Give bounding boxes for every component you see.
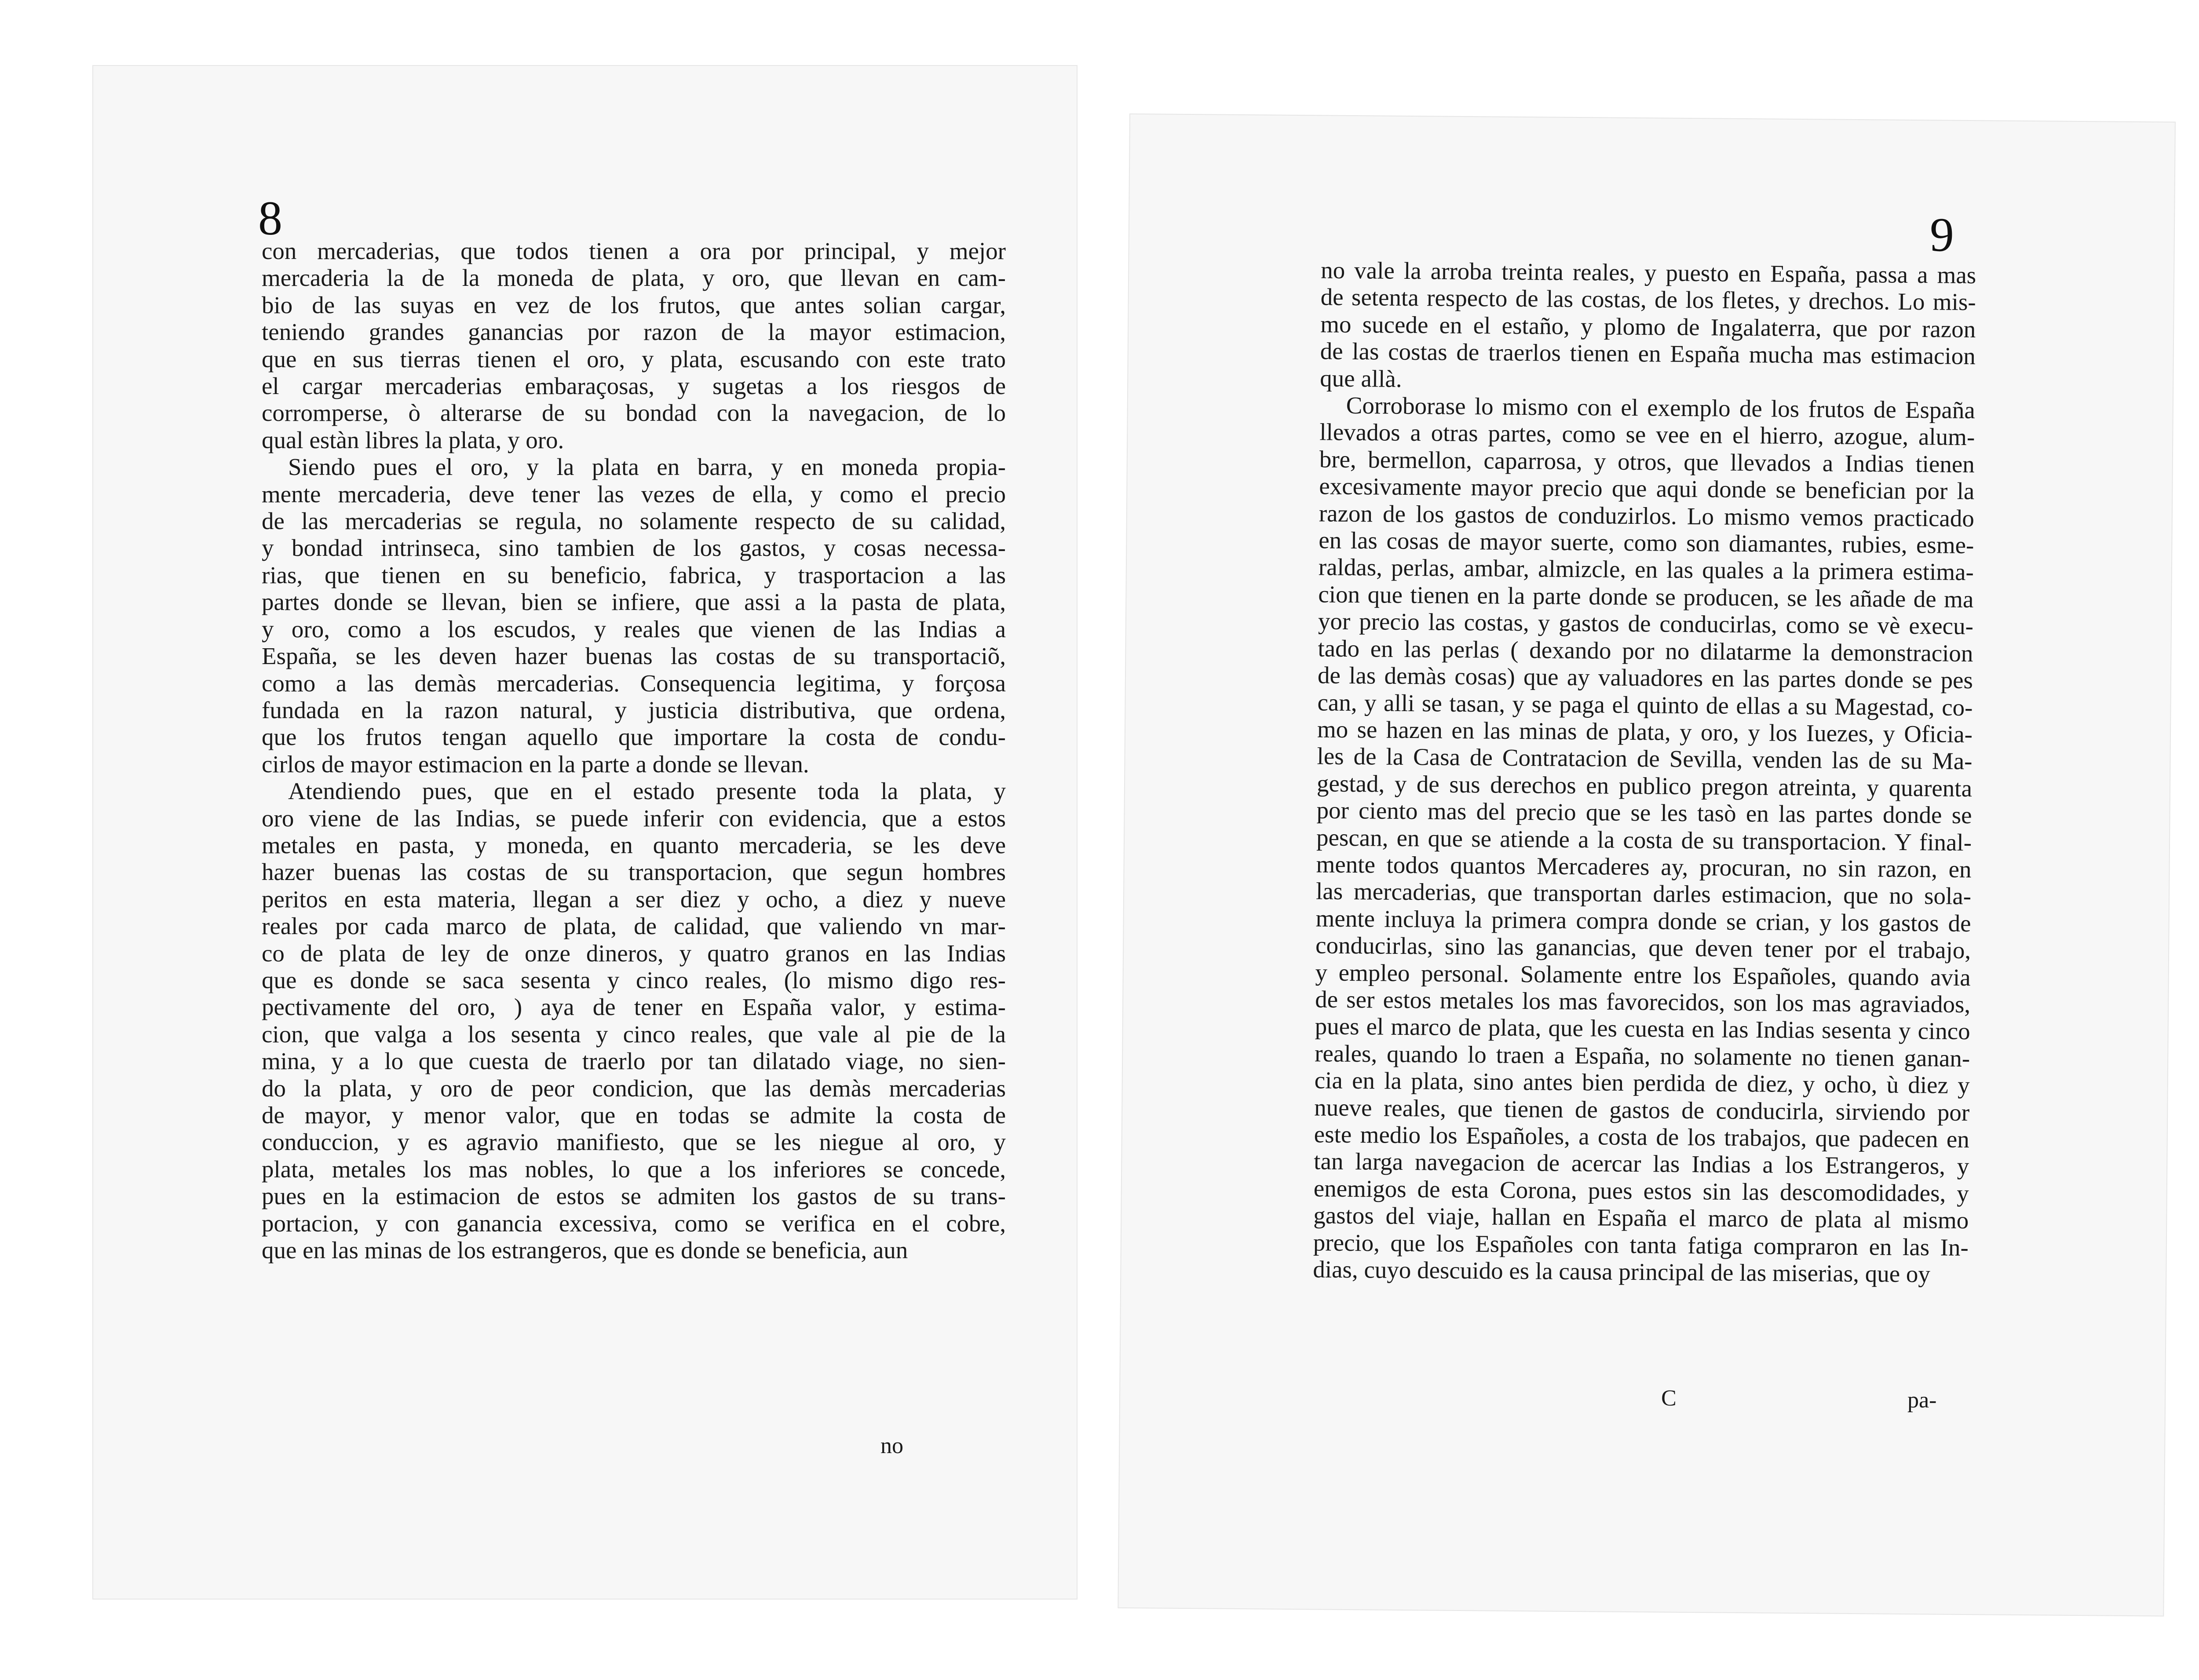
- text-line: raldas, perlas, ambar, almizcle, en las quales a la primera estima-: [1318, 553, 1974, 586]
- text-line: bre, bermellon, caparrosa, y otros, que llevados a Indias tienen: [1319, 446, 1975, 478]
- text-line: Atendiendo pues, que en el estado presente toda la plata, y: [288, 778, 1006, 805]
- text-line: que es donde se saca sesenta y cinco reales, (lo mismo digo res-: [262, 966, 1006, 993]
- text-line: de las costas de traerlos tienen en España mucha mas estimacion: [1320, 337, 1976, 370]
- text-line: mente todos quantos Mercaderes ay, procuran, no sin razon, en: [1316, 851, 1972, 883]
- page-number: 9: [1929, 208, 1954, 262]
- text-line: de ser estos metales los mas favorecidos, son los mas agraviados,: [1315, 986, 1971, 1018]
- text-line: no vale la arroba treinta reales, y puesto en España, passa a mas: [1320, 256, 1976, 289]
- text-line: reales por cada marco de plata, de calidad, que valiendo vn mar-: [262, 913, 1006, 940]
- text-line: qual estàn libres la plata, y oro.: [262, 426, 564, 453]
- text-line: les de la Casa de Contratacion de Sevilla, venden las de su Ma-: [1317, 742, 1973, 775]
- text-line: tado en las perlas ( dexando por no dilatarme la demonstracion: [1318, 635, 1973, 667]
- text-line: y empleo personal. Solamente entre los Españoles, quando avia: [1315, 958, 1971, 991]
- text-line: el cargar mercaderias embaraçosas, y sugetas a los riesgos de: [262, 373, 1006, 400]
- text-line: de setenta respecto de las costas, de los fletes, y drechos. Lo mis-: [1320, 283, 1976, 316]
- text-line: mina, y a lo que cuesta de traerlo por tan dilatado viage, no sien-: [262, 1048, 1006, 1075]
- catchword: no: [880, 1433, 903, 1458]
- text-line: tan larga navegacion de acercar las Indias a los Estrangeros, y: [1314, 1147, 1969, 1180]
- text-line: fundada en la razon natural, y justicia distributiva, que ordena,: [262, 696, 1006, 723]
- text-line: yor precio las costas, y gastos de conducirlas, como se vè execu-: [1318, 607, 1974, 640]
- text-line: que en sus tierras tienen el oro, y plata, escusando con este trato: [262, 345, 1006, 373]
- text-line: nueve reales, que tienen de gastos de conducirla, sirviendo por: [1314, 1093, 1970, 1126]
- text-line: que allà.: [1320, 365, 1402, 392]
- text-line: por ciento mas del precio que se les tasò en las partes donde se: [1316, 796, 1972, 829]
- text-line: y bondad intrinseca, sino tambien de los gastos, y cosas necessa-: [262, 534, 1006, 562]
- text-line: las mercaderias, que transportan darles estimacion, que no sola-: [1315, 877, 1972, 910]
- text-line: rias, que tienen en su beneficio, fabrica, y trasportacion a las: [262, 561, 1006, 588]
- text-line: cia en la plata, sino antes bien perdida de diez, y ocho, ù diez y: [1314, 1066, 1970, 1099]
- text-line: pues el marco de plata, que les cuesta en las Indias sesenta y cinco: [1315, 1012, 1970, 1045]
- text-line: y oro, como a los escudos, y reales que vienen de las Indias a: [262, 615, 1006, 643]
- text-line: de las mercaderias se regula, no solamente respecto de su calidad,: [262, 508, 1006, 535]
- left-page: [93, 66, 1077, 1599]
- text-line: razon de los gastos de conduzirlos. Lo mismo vemos practicado: [1319, 500, 1975, 532]
- text-line: corromperse, ò alterarse de su bondad con la navegacion, de lo: [262, 399, 1006, 427]
- page-text: [1313, 256, 1976, 1288]
- text-line: dias, cuyo descuido es la causa principal de las miserias, que oy: [1313, 1256, 1931, 1288]
- text-line: can, y alli se tasan, y se paga el quinto de ellas a su Magestad, co-: [1317, 688, 1973, 721]
- catchword: pa-: [1907, 1387, 1937, 1413]
- page-text: [262, 237, 1006, 1264]
- text-line: como a las demàs mercaderias. Consequencia legitima, y forçosa: [262, 669, 1006, 697]
- text-line: excesivamente mayor precio que aqui donde se benefician por la: [1319, 472, 1975, 505]
- text-line: bio de las suyas en vez de los frutos, que antes solian cargar,: [262, 291, 1006, 318]
- text-line: pescan, en que se atiende a la costa de su transportacion. Y final-: [1316, 823, 1972, 856]
- text-line: peritos en esta materia, llegan a ser diez y ocho, a diez y nueve: [262, 885, 1006, 913]
- text-line: enemigos de esta Corona, pues estos sin las descomodidades, y: [1313, 1175, 1969, 1207]
- text-line: metales en pasta, y moneda, en quanto mercaderia, se les deve: [262, 831, 1006, 858]
- text-line: que los frutos tengan aquello que importare la costa de condu-: [262, 723, 1006, 751]
- text-line: de mayor, y menor valor, que en todas se admite la costa de: [262, 1102, 1006, 1129]
- text-line: conducirlas, sino las ganancias, que deven tener por el trabajo,: [1315, 931, 1971, 964]
- text-line: partes donde se llevan, bien se infiere, que assi a la pasta de plata,: [262, 588, 1006, 616]
- text-line: en las cosas de mayor suerte, como son diamantes, rubies, esme-: [1319, 526, 1974, 559]
- text-line: mente incluya la primera compra donde se crian, y los gastos de: [1315, 905, 1971, 937]
- text-line: llevados a otras partes, como se vee en el hierro, azogue, alum-: [1319, 418, 1975, 451]
- text-line: cion, que valga a los sesenta y cinco reales, que vale al pie de la: [262, 1020, 1006, 1048]
- text-line: mo se hazen en las minas de plata, y oro, y los Iuezes, y Oficia-: [1317, 716, 1973, 748]
- text-line: mercaderia la de la moneda de plata, y oro, que llevan en cam-: [262, 264, 1006, 292]
- text-line: reales, quando lo traen a España, no solamente no tienen ganan-: [1315, 1040, 1970, 1072]
- text-line: con mercaderias, que todos tienen a ora por principal, y mejor: [262, 237, 1006, 264]
- page-number: 8: [258, 191, 282, 245]
- signature-mark: C: [1661, 1385, 1677, 1411]
- text-line: plata, metales los mas nobles, lo que a los inferiores se concede,: [262, 1155, 1006, 1183]
- text-line: mente mercaderia, deve tener las vezes de ella, y como el precio: [262, 480, 1006, 508]
- text-line: conduccion, y es agravio manifiesto, que se les niegue al oro, y: [262, 1129, 1006, 1156]
- text-line: cion que tienen en la parte donde se producen, se les añade de ma: [1318, 581, 1974, 613]
- text-line: teniendo grandes ganancias por razon de la mayor estimacion,: [262, 318, 1006, 346]
- text-line: gastos del viaje, hallan en España el marco de plata al mismo: [1313, 1202, 1969, 1234]
- text-line: precio, que los Españoles con tanta fatiga compraron en las In-: [1313, 1228, 1969, 1261]
- text-line: que en las minas de los estrangeros, que es donde se beneficia, aun: [262, 1237, 908, 1264]
- text-line: mo sucede en el estaño, y plomo de Ingalaterra, que por razon: [1320, 310, 1976, 343]
- text-line: oro viene de las Indias, se puede inferir con evidencia, que a estos: [262, 804, 1006, 832]
- text-line: gestad, y de sus derechos en publico pregon atreinta, y quarenta: [1316, 770, 1973, 802]
- text-line: este medio los Españoles, a costa de los trabajos, que padecen en: [1314, 1121, 1969, 1153]
- text-line: hazer buenas las costas de su transportacion, que segun hombres: [262, 858, 1006, 886]
- text-line: de las demàs cosas) que ay valuadores en las partes donde se pes: [1317, 661, 1973, 694]
- text-line: pectivamente del oro, ) aya de tener en España valor, y estima-: [262, 993, 1006, 1021]
- text-line: do la plata, y oro de peor condicion, que las demàs mercaderias: [262, 1074, 1006, 1102]
- text-line: co de plata de ley de onze dineros, y quatro granos en las Indias: [262, 939, 1006, 967]
- text-line: Siendo pues el oro, y la plata en barra, y en moneda propia-: [288, 453, 1006, 481]
- text-line: Corroborase lo mismo con el exemplo de los frutos de España: [1346, 391, 1976, 424]
- text-line: cirlos de mayor estimacion en la parte a donde se llevan.: [262, 750, 809, 778]
- text-line: España, se les deven hazer buenas las costas de su transportaciõ,: [262, 643, 1006, 670]
- text-line: portacion, y con ganancia excessiva, como se verifica en el cobre,: [262, 1209, 1006, 1237]
- right-page: [1118, 114, 2175, 1616]
- text-line: pues en la estimacion de estos se admiten los gastos de su trans-: [262, 1183, 1006, 1210]
